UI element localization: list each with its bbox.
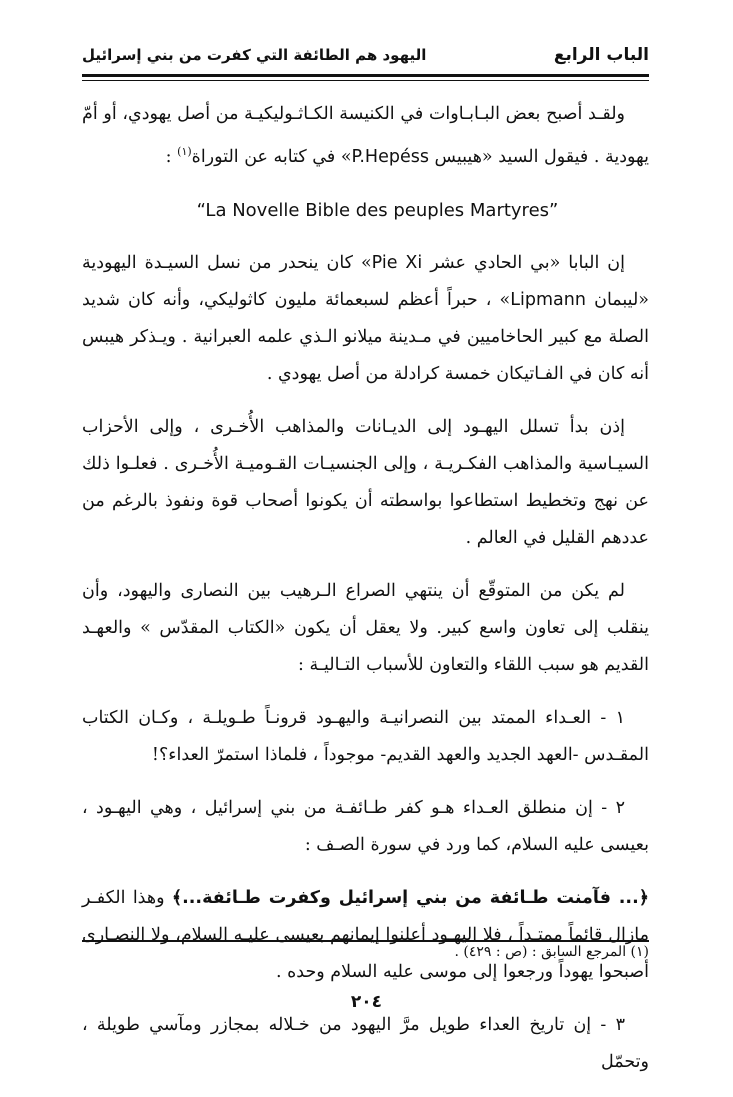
latin-name-hepess: P.Hepéss bbox=[351, 146, 429, 167]
footnote-rule bbox=[82, 940, 649, 942]
book-title: “La Novelle Bible des peuples Martyres” bbox=[196, 199, 559, 221]
paragraph-6: ٢ - إن منطلق العـداء هـو كفر طـائفـة من بني إسرائيل ، وهي اليهـود ، بعيسى عليه السلام، كما ورد في سورة الصـف : bbox=[82, 797, 649, 855]
chapter-title: الباب الرابع bbox=[553, 45, 649, 65]
page-number: ٢٠٤ bbox=[350, 992, 383, 1012]
latin-lipmann: Lipmann bbox=[510, 289, 586, 310]
paragraph-8: ٣ - إن تاريخ العداء طويل مرَّ اليهود من خـلاله بمجازر ومآسي طويلة ، وتحمّل bbox=[82, 1014, 649, 1072]
page-header bbox=[82, 38, 649, 72]
paragraph-3: إذن بدأ تسلل اليهـود إلى الديـانات والمذاهب الأُخـرى ، وإلى الأحزاب السيـاسية والمذاهب الفكـريـة ، وإلى الجنسيـات القـوميـة الأُخـرى . فعلـوا ذلك عن نهج وتخطيط استطاعوا بواسطته أن يكونوا أصحاب قوة ونفوذ بالرغم من عددهم القليل في العالم . bbox=[82, 416, 649, 548]
footnote-ref: (١) bbox=[177, 145, 192, 158]
paragraph-7: ﴿... فآمنت طـائفة من بني إسرائيل وكفرت طـائفة...﴾ وهذا الكفـر مازال قائماً ممتـداً ، فلا اليهـود أعلنوا إيمانهم بعيسى عليـه السلام، ولا النصـارى أصبحوا يهوداً ورجعوا إلى موسى عليه السلام وحده . bbox=[82, 887, 649, 982]
latin-pie-xi: Pie Xi bbox=[371, 252, 423, 273]
footnote: (١) المرجع السابق : (ص : ٤٢٩) . bbox=[454, 944, 649, 960]
paragraph-5: ١ - العـداء الممتد بين النصرانيـة واليهـود قرونـاً طـويلـة ، وكـان الكتاب المقـدس -العهد الجديد والعهد القديم- موجوداً ، فلماذا استمرّ العداء؟! bbox=[82, 707, 649, 765]
paragraph-2: إن البابا «بي الحادي عشر Pie Xi» كان ينحدر من نسل السيـدة اليهودية «ليبمان Lipmann» ، حبراً أعظم لسبعمائة مليون كاثوليكي، وأنه كان شديد الصلة مع كبير الحاخاميين في مـدينة ميلانو الـذي علمه العبرانية . ويـذكر هيبس أنه كان في الفـاتيكان خمسة كرادلة من أصل يهودي . bbox=[82, 252, 649, 384]
paragraph-1: ولقـد أصبح بعض البـابـاوات في الكنيسة الكـاثـوليكيـة من أصل يهودي، أو أمّ يهودية . فيقول السيد «هيبيس P.Hepéss» في كتابه عن التوراة$^{(١)}$ : bbox=[82, 104, 649, 167]
running-title: اليهود هم الطائفة التي كفرت من بني إسرائيل bbox=[82, 46, 427, 64]
paragraph-4: لم يكن من المتوقّع أن ينتهي الصراع الـرهيب بين النصارى واليهود، وأن ينقلب إلى تعاون واسع كبير. ولا يعقل أن يكون «الكتاب المقدّس » والعهـد القديم هو سبب اللقاء والتعاون للأسباب التـاليـة : bbox=[82, 580, 649, 675]
header-rule bbox=[82, 74, 649, 81]
quran-verse: ﴿... فآمنت طـائفة من بني إسرائيل وكفرت طـائفة...﴾ bbox=[171, 887, 649, 908]
